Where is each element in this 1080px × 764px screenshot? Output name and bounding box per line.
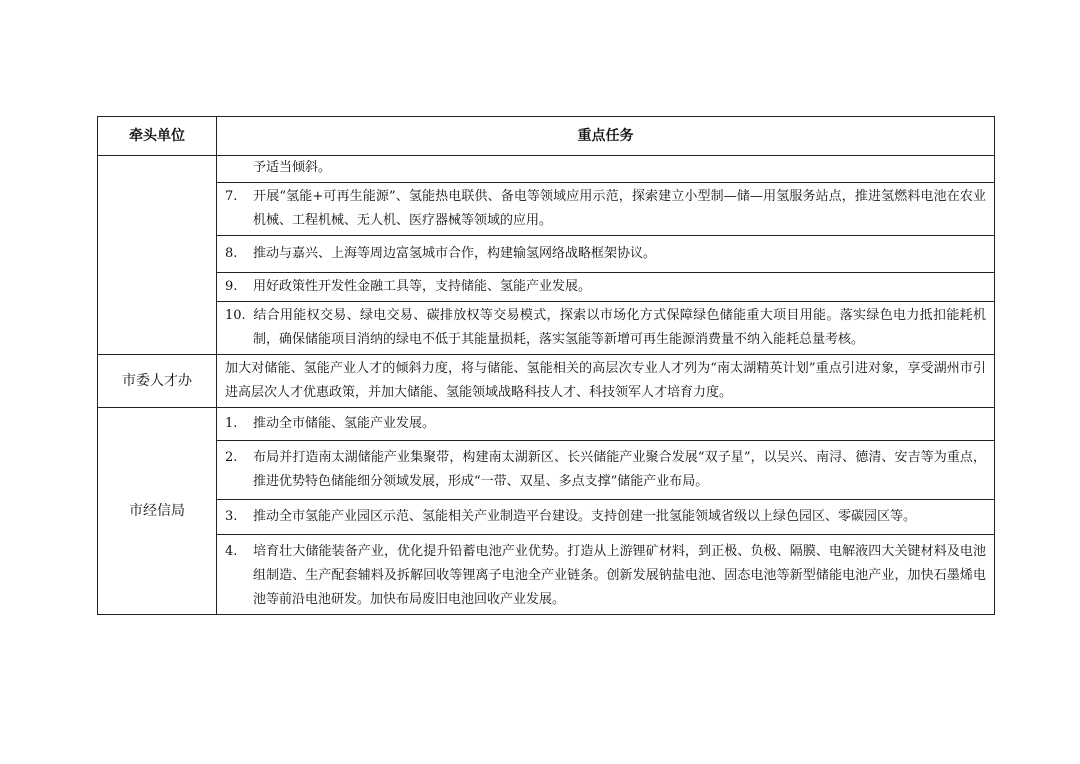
task-cell [217, 183, 995, 236]
task-cell [217, 408, 995, 441]
task-cell [217, 441, 995, 500]
table-row [98, 302, 995, 355]
table-row [98, 355, 995, 408]
task-number: 9. [225, 279, 238, 294]
table-row [98, 500, 995, 535]
task-text: 推动与嘉兴、上海等周边富氢城市合作，构建输氢网络战略框架协议。 [253, 246, 657, 261]
task-table [97, 116, 995, 615]
header-unit: 牵头单位 [98, 117, 217, 156]
table-row [98, 236, 995, 273]
task-number: 3. [225, 509, 238, 524]
unit-cell: 市委人才办 [98, 355, 217, 408]
table-row [98, 441, 995, 500]
task-number: 4. [225, 544, 238, 559]
task-text: 布局并打造南太湖储能产业集聚带，构建南太湖新区、长兴储能产业聚合发展“双子星”，以吴兴、南浔、德清、安吉等为重点，推进优势特色储能细分领域发展，形成“一带、双星、多点支撑”储能产业布局。 [253, 450, 986, 489]
header-row [98, 117, 995, 156]
header-task: 重点任务 [217, 117, 995, 156]
task-text: 予适当倾斜。 [253, 160, 332, 175]
task-text: 加大对储能、氢能产业人才的倾斜力度，将与储能、氢能相关的高层次专业人才列为“南太湖精英计划”重点引进对象，享受湖州市引进高层次人才优惠政策，并加大储能、氢能领域战略科技人才、科技领军人才培育力度。 [225, 361, 986, 400]
task-number: 7. [225, 189, 238, 204]
task-number: 8. [225, 246, 238, 261]
task-text: 推动全市储能、氢能产业发展。 [253, 416, 436, 431]
table-row [98, 156, 995, 183]
task-text: 用好政策性开发性金融工具等，支持储能、氢能产业发展。 [253, 279, 592, 294]
task-number: 10. [225, 308, 246, 323]
task-number: 1. [225, 416, 238, 431]
task-number: 2. [225, 450, 238, 465]
task-text: 开展“氢能+可再生能源”、氢能热电联供、备电等领域应用示范，探索建立小型制—储—用氢服务站点，推进氢燃料电池在农业机械、工程机械、无人机、医疗器械等领域的应用。 [253, 189, 986, 228]
task-cell [217, 535, 995, 615]
task-cell [217, 273, 995, 302]
task-cell [217, 355, 995, 408]
task-text: 培育壮大储能装备产业，优化提升铅蓄电池产业优势。打造从上游锂矿材料，到正极、负极、隔膜、电解液四大关键材料及电池组制造、生产配套辅料及拆解回收等锂离子电池全产业链条。创新发展钠盐电池、固态电池等新型储能电池产业，加快石墨烯电池等前沿电池研发。加快布局废旧电池回收产业发展。 [253, 544, 986, 607]
task-text: 推动全市氢能产业园区示范、氢能相关产业制造平台建设。支持创建一批氢能领域省级以上绿色园区、零碳园区等。 [253, 509, 917, 524]
table-row [98, 183, 995, 236]
task-cell [217, 236, 995, 273]
table-row [98, 535, 995, 615]
task-cell [217, 500, 995, 535]
unit-cell [98, 156, 217, 355]
task-cell [217, 156, 995, 183]
table-row [98, 273, 995, 302]
task-text: 结合用能权交易、绿电交易、碳排放权等交易模式，探索以市场化方式保障绿色储能重大项目用能。落实绿色电力抵扣能耗机制，确保储能项目消纳的绿电不低于其能量损耗，落实氢能等新增可再生能源消费量不纳入能耗总量考核。 [253, 308, 986, 347]
table-row [98, 408, 995, 441]
task-cell [217, 302, 995, 355]
unit-cell: 市经信局 [98, 408, 217, 615]
